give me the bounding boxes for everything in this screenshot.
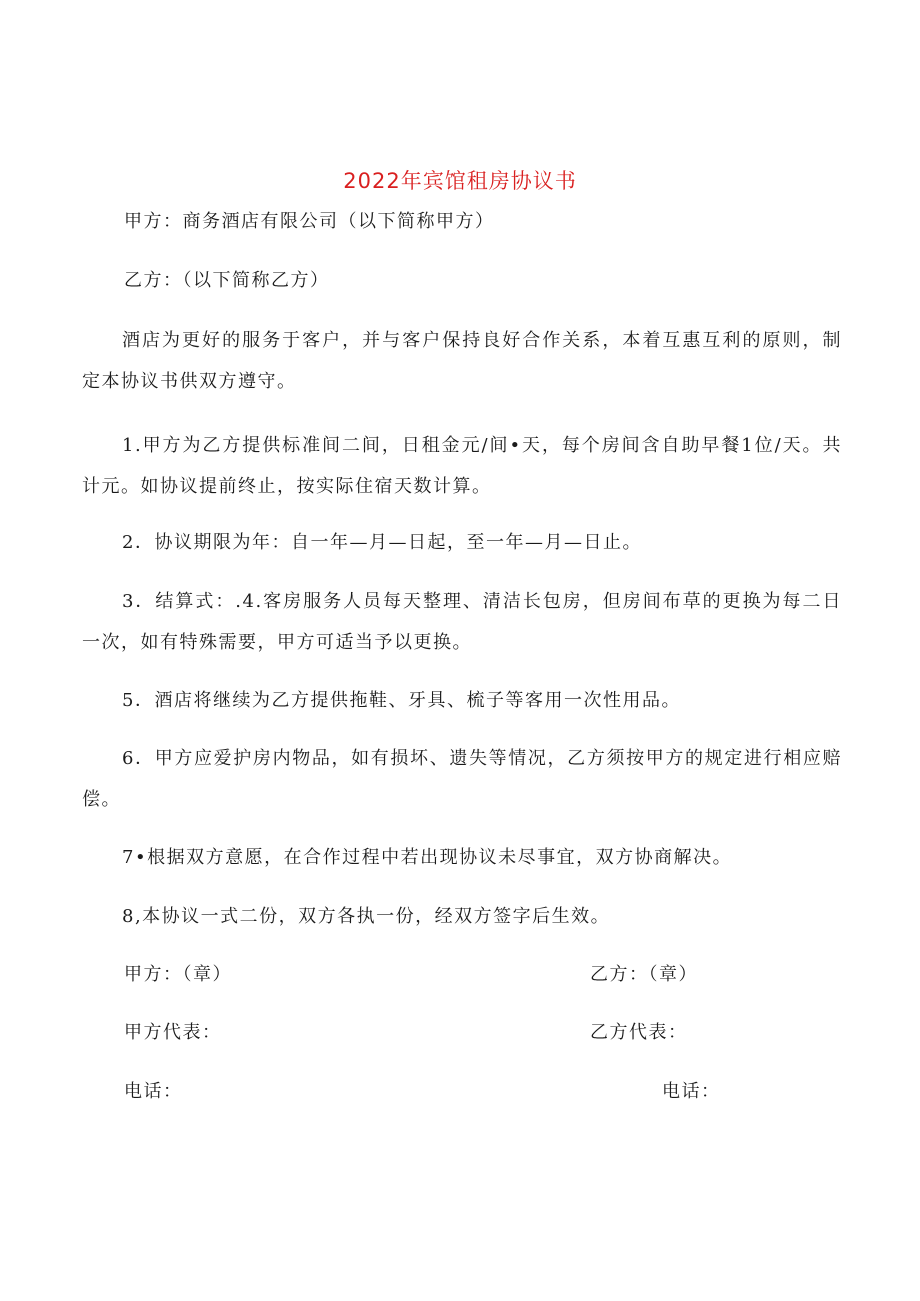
clause-6: 6．甲方应爱护房内物品，如有损坏、遗失等情况，乙方须按甲方的规定进行相应赔偿。	[82, 748, 842, 810]
party-b-representative: 乙方代表：	[590, 1022, 688, 1043]
party-b-line: 乙方：（以下简称乙方）	[124, 270, 330, 291]
intro-paragraph: 酒店为更好的服务于客户，并与客户保持良好合作关系，本着互惠互利的原则，制定本协议书供双方遵守。	[82, 330, 842, 392]
party-a-phone: 电话：	[124, 1081, 183, 1102]
clause-3-4: 3．结算式：.4.客房服务人员每天整理、清洁长包房，但房间布草的更换为每二日一次，如有特殊需要，甲方可适当予以更换。	[82, 591, 842, 653]
party-b-seal: 乙方：（章）	[590, 964, 698, 985]
party-b-phone: 电话：	[662, 1081, 721, 1102]
clause-1: 1.甲方为乙方提供标准间二间，日租金元/间•天，每个房间含自助早餐1位/天。共计元。如协议提前终止，按实际住宿天数计算。	[82, 435, 842, 497]
clause-2: 2．协议期限为年：自一年—月—日起，至一年—月—日止。	[122, 532, 642, 553]
party-a-line: 甲方：商务酒店有限公司（以下简称甲方）	[124, 211, 495, 232]
clause-5: 5．酒店将继续为乙方提供拖鞋、牙具、梳子等客用一次性用品。	[122, 690, 681, 711]
clause-7: 7•根据双方意愿，在合作过程中若出现协议未尽事宜，双方协商解决。	[122, 847, 733, 868]
party-a-representative: 甲方代表：	[124, 1022, 222, 1043]
clause-8: 8,本协议一式二份，双方各执一份，经双方签字后生效。	[122, 906, 611, 927]
document-title: 2022年宾馆租房协议书	[343, 169, 577, 193]
party-a-seal: 甲方：（章）	[124, 964, 232, 985]
